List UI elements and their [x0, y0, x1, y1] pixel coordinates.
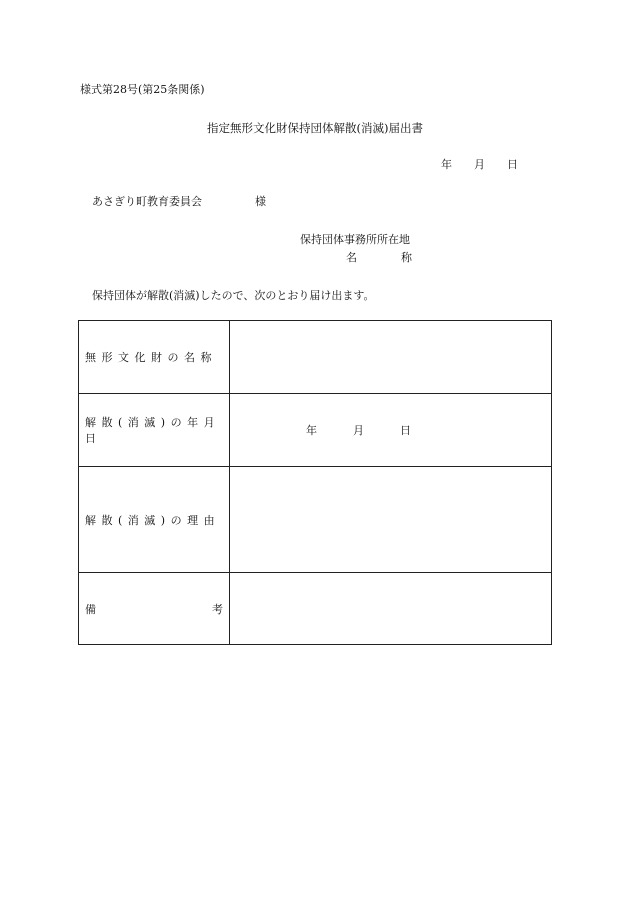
- table-row: [79, 467, 552, 573]
- form-number: 様式第28号(第25条関係): [80, 83, 205, 96]
- dissolution-date-label: 解散(消滅)の年月日: [79, 394, 230, 467]
- date-day-label: 日: [507, 158, 518, 171]
- name-label-char-1: 名: [346, 251, 357, 264]
- applicant-name-label: [346, 249, 412, 265]
- name-label-char-2: 称: [401, 251, 412, 264]
- remarks-label: [79, 573, 230, 645]
- dissolution-reason-label: 解散(消滅)の理由: [79, 467, 230, 573]
- cultural-property-name-field[interactable]: [230, 321, 552, 394]
- table-row: [79, 573, 552, 645]
- recipient-honorific: 様: [255, 195, 266, 208]
- dissolution-year-label: 年: [306, 424, 317, 437]
- remarks-label-char-2: 考: [212, 602, 223, 616]
- dissolution-date-field[interactable]: [230, 394, 552, 467]
- remarks-field[interactable]: [230, 573, 552, 645]
- date-year-label: 年: [441, 158, 452, 171]
- table-row: [79, 394, 552, 467]
- document-title: 指定無形文化財保持団体解散(消滅)届出書: [207, 121, 423, 135]
- recipient-name: あさぎり町教育委員会: [92, 195, 202, 208]
- applicant-address-label: 保持団体事務所所在地: [300, 233, 410, 246]
- remarks-label-char-1: 備: [85, 602, 96, 616]
- date-month-label: 月: [474, 158, 485, 171]
- cultural-property-name-label: 無形文化財の名称: [79, 321, 230, 394]
- dissolution-reason-field[interactable]: [230, 467, 552, 573]
- statement-text: 保持団体が解散(消滅)したので、次のとおり届け出ます。: [92, 289, 375, 302]
- table-row: [79, 321, 552, 394]
- submission-date: [441, 156, 518, 172]
- form-table: [78, 320, 552, 645]
- dissolution-day-label: 日: [400, 424, 411, 437]
- dissolution-month-label: 月: [353, 424, 364, 437]
